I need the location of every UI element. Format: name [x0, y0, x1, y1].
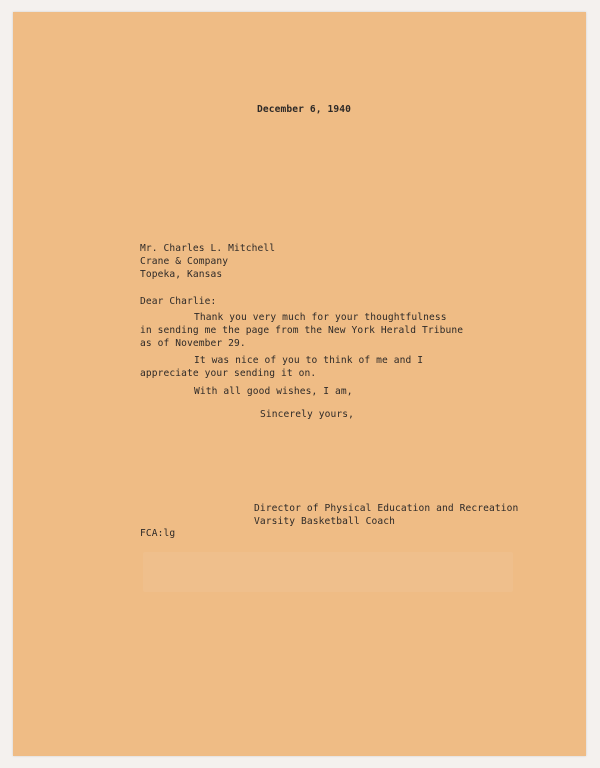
signer-title: Varsity Basketball Coach — [254, 516, 396, 527]
recipient-name: Mr. Charles L. Mitchell — [140, 243, 276, 254]
paragraph-line: appreciate your sending it on. — [140, 368, 317, 379]
letter-date: December 6, 1940 — [257, 104, 352, 115]
recipient-company: Crane & Company — [140, 256, 229, 267]
paragraph-line: in sending me the page from the New York Herald Tribune — [140, 325, 464, 336]
paper-texture — [143, 552, 513, 592]
paragraph-line: Thank you very much for your thoughtfulness — [194, 312, 447, 323]
signer-title: Director of Physical Education and Recreation — [254, 503, 519, 514]
reference-initials: FCA:lg — [140, 528, 176, 539]
letter-page — [13, 12, 586, 756]
paragraph-line: It was nice of you to think of me and I — [194, 355, 424, 366]
salutation: Dear Charlie: — [140, 296, 217, 307]
body-paragraph-3: With all good wishes, I am, — [194, 386, 353, 397]
complimentary-close: Sincerely yours, — [260, 409, 355, 420]
recipient-city: Topeka, Kansas — [140, 269, 223, 280]
paragraph-line: as of November 29. — [140, 338, 246, 349]
